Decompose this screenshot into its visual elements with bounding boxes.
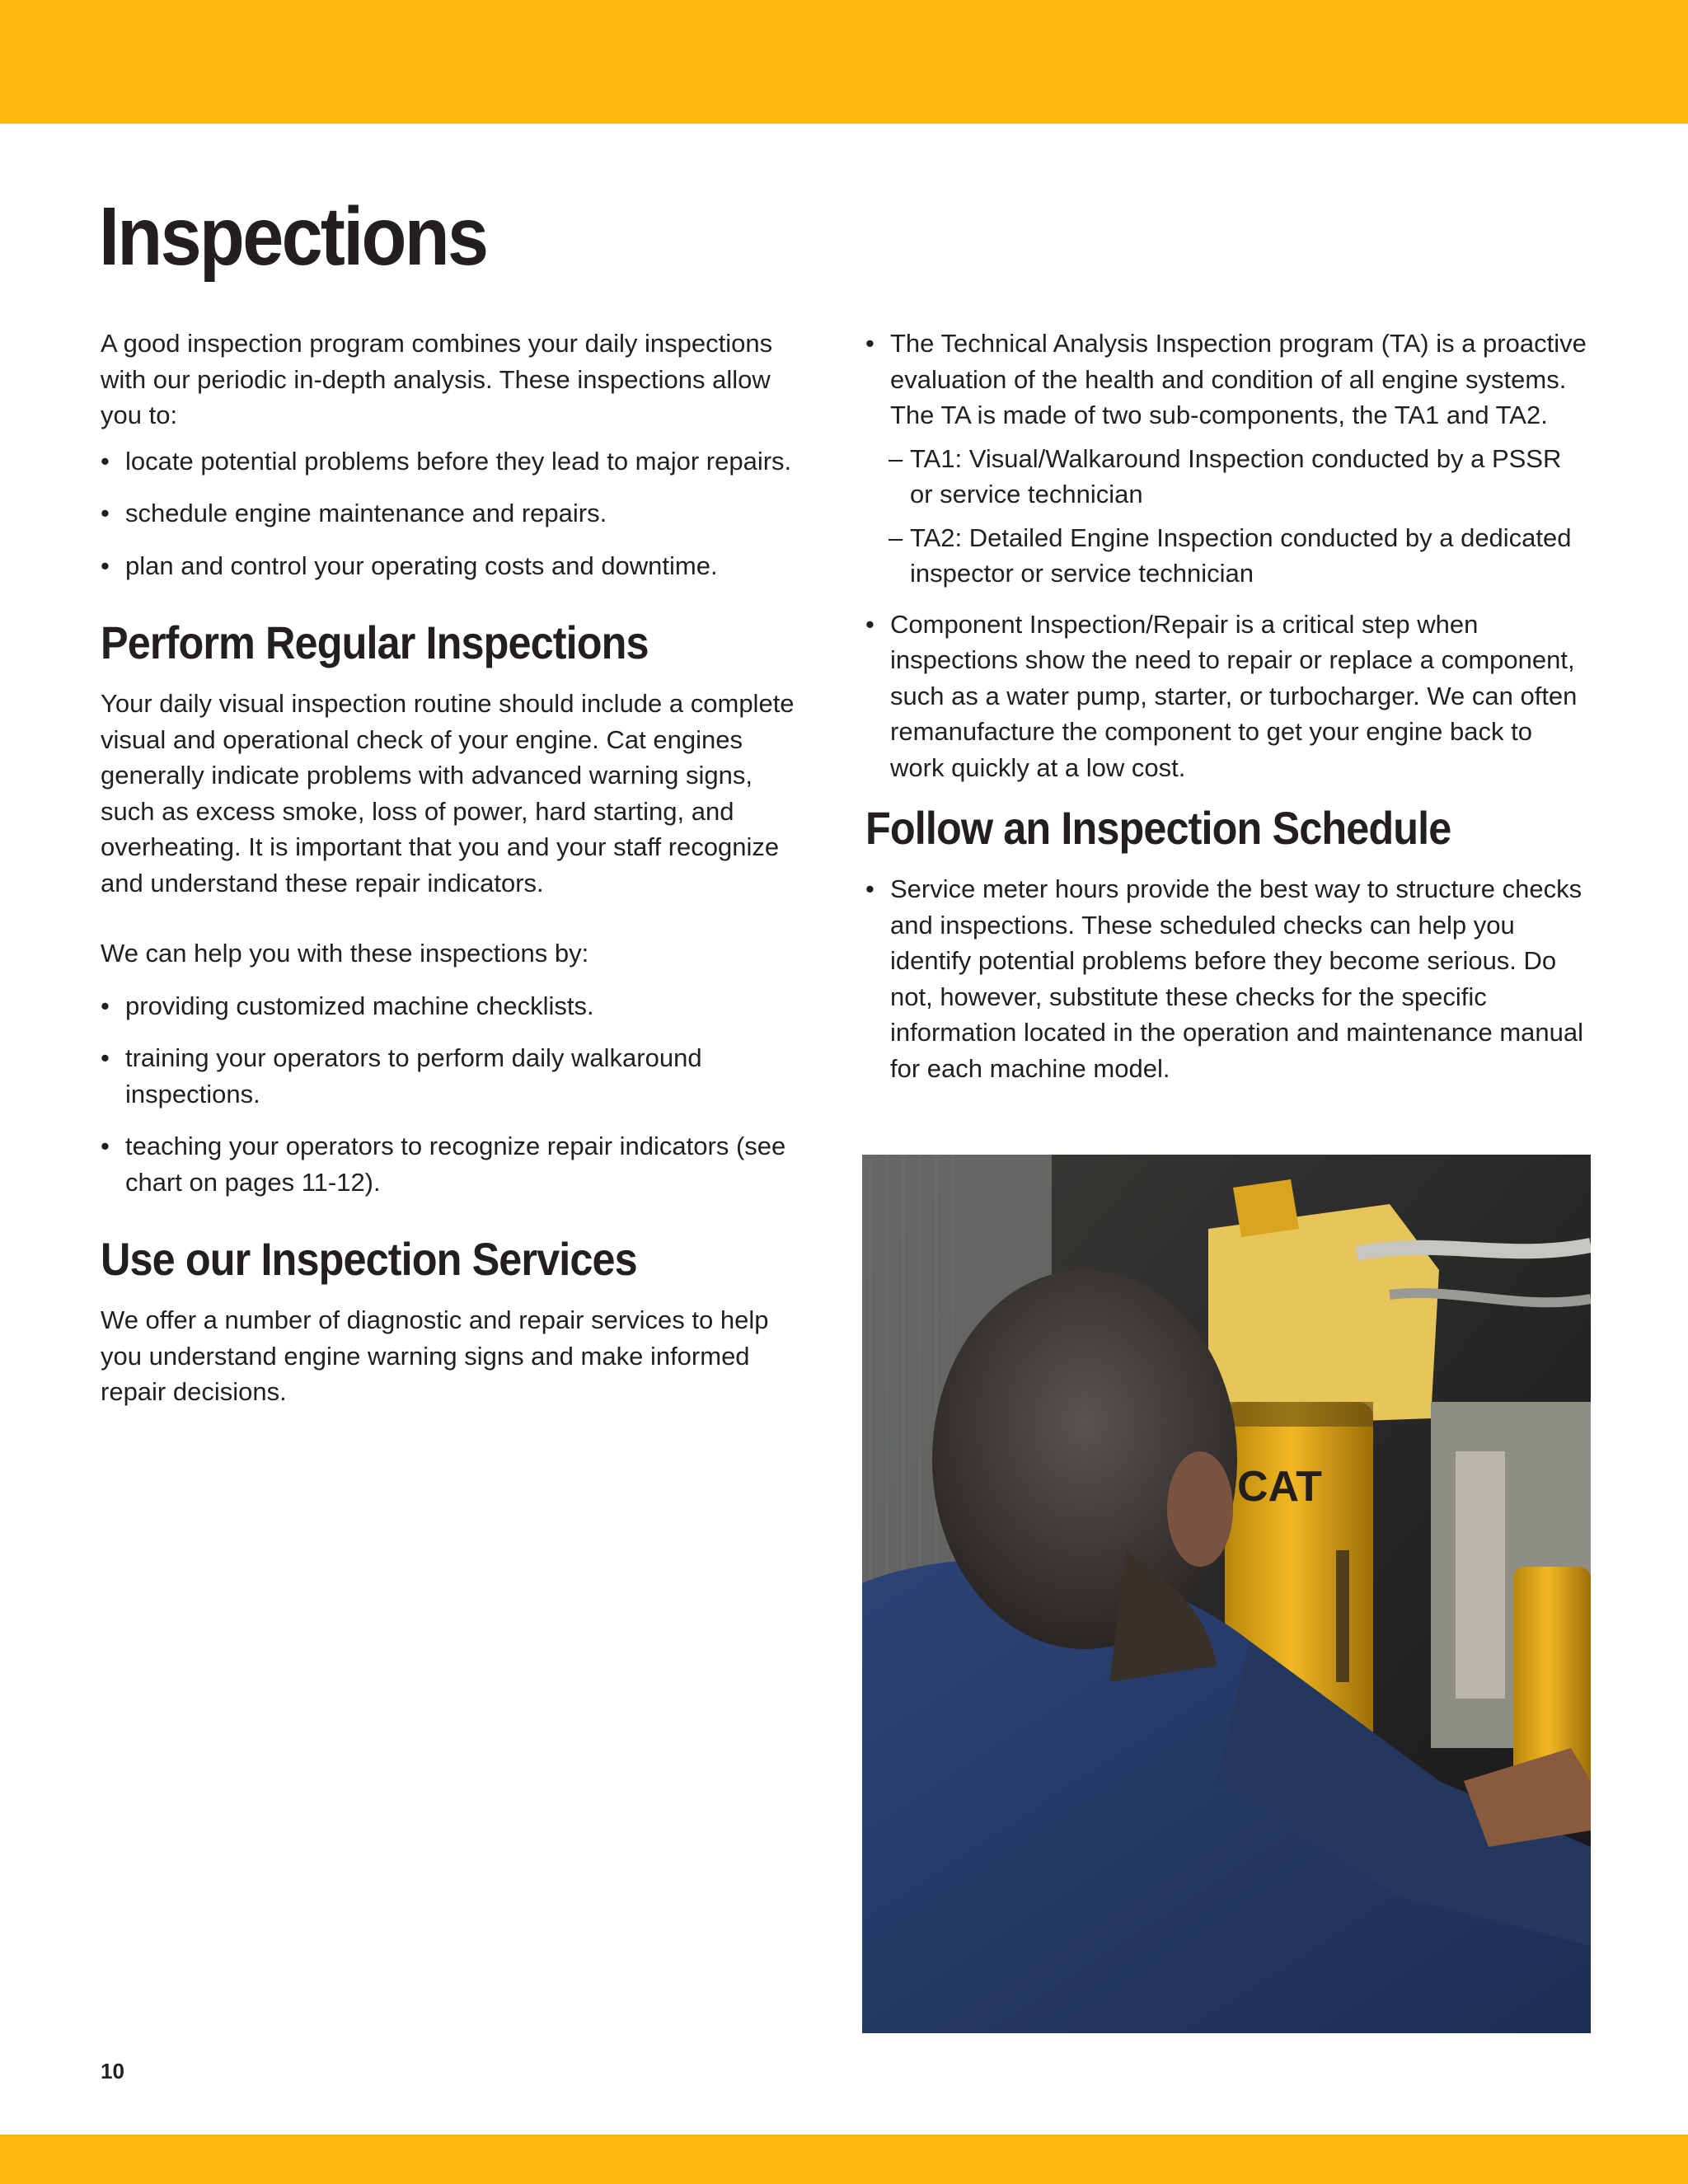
right-column (865, 326, 1591, 1103)
intro-paragraph: A good inspection program combines your daily inspections with our periodic in-depth analysis. These inspections allow you to: (101, 329, 773, 429)
list-item (865, 326, 1591, 434)
list-item: • training your operators to perform daily walkaround inspections. (101, 1040, 809, 1112)
ta-bullet-text: The Technical Analysis Inspection program (TA) is a proactive evaluation of the health and condition of all engine systems. The TA is made of two sub-components, the TA1 and TA2. (890, 329, 1587, 429)
inspection-services-heading: Use our Inspection Services (101, 1233, 637, 1285)
list-item: • schedule engine maintenance and repairs. (101, 495, 809, 532)
top-color-band (0, 0, 1688, 124)
component-bullet-list (865, 607, 1591, 786)
ta-bullet-list (865, 326, 1591, 434)
list-item: – TA2: Detailed Engine Inspection conducted by a dedicated inspector or service technician (865, 520, 1591, 592)
list-item: • Service meter hours provide the best way to structure checks and inspections. These scheduled checks can help you identify potential problems before they become serious. Do not, however, substitute these checks for the specific information located in the operation and maintenance manual for each machine model. (865, 871, 1591, 1086)
list-item: – TA1: Visual/Walkaround Inspection conducted by a PSSR or service technician (865, 441, 1591, 513)
page-title: Inspections (99, 190, 487, 283)
regular-inspections-heading: Perform Regular Inspections (101, 616, 649, 668)
technician-engine-photo (862, 1155, 1591, 2033)
list-item: • Component Inspection/Repair is a critical step when inspections show the need to repair or replace a component, such as a water pump, starter, or turbocharger. We can often remanufacture the component to get your engine back to work quickly at a low cost. (865, 607, 1591, 786)
ta-sub-list (865, 441, 1591, 592)
list-item: • plan and control your operating costs and downtime. (101, 548, 809, 584)
intro-bullet-list (101, 443, 809, 584)
left-column (101, 326, 809, 1410)
schedule-bullet-list (865, 871, 1591, 1086)
help-bullet-list (101, 988, 809, 1201)
page-number: 10 (101, 2059, 124, 2083)
inspection-services-paragraph: We offer a number of diagnostic and repair services to help you understand engine warning signs and make informed repair decisions. (101, 1305, 769, 1406)
list-item: • teaching your operators to recognize repair indicators (see chart on pages 11-12). (101, 1128, 809, 1200)
regular-inspections-paragraph: Your daily visual inspection routine should include a complete visual and operational check of your engine. Cat engines generally indicate problems with advanced warning signs, such as excess smoke, loss of power, hard starting, and overheating. It is important that you and your staff recognize and understand these repair indicators. (101, 689, 795, 898)
list-item: • locate potential problems before they lead to major repairs. (101, 443, 809, 480)
filter-brand-text: CAT (1237, 1463, 1323, 1511)
bottom-color-band (0, 2135, 1688, 2184)
photo-illustration (862, 1155, 1591, 2033)
list-item: • providing customized machine checklists. (101, 988, 809, 1024)
help-paragraph: We can help you with these inspections by: (101, 939, 589, 968)
inspection-schedule-heading: Follow an Inspection Schedule (865, 802, 1451, 854)
